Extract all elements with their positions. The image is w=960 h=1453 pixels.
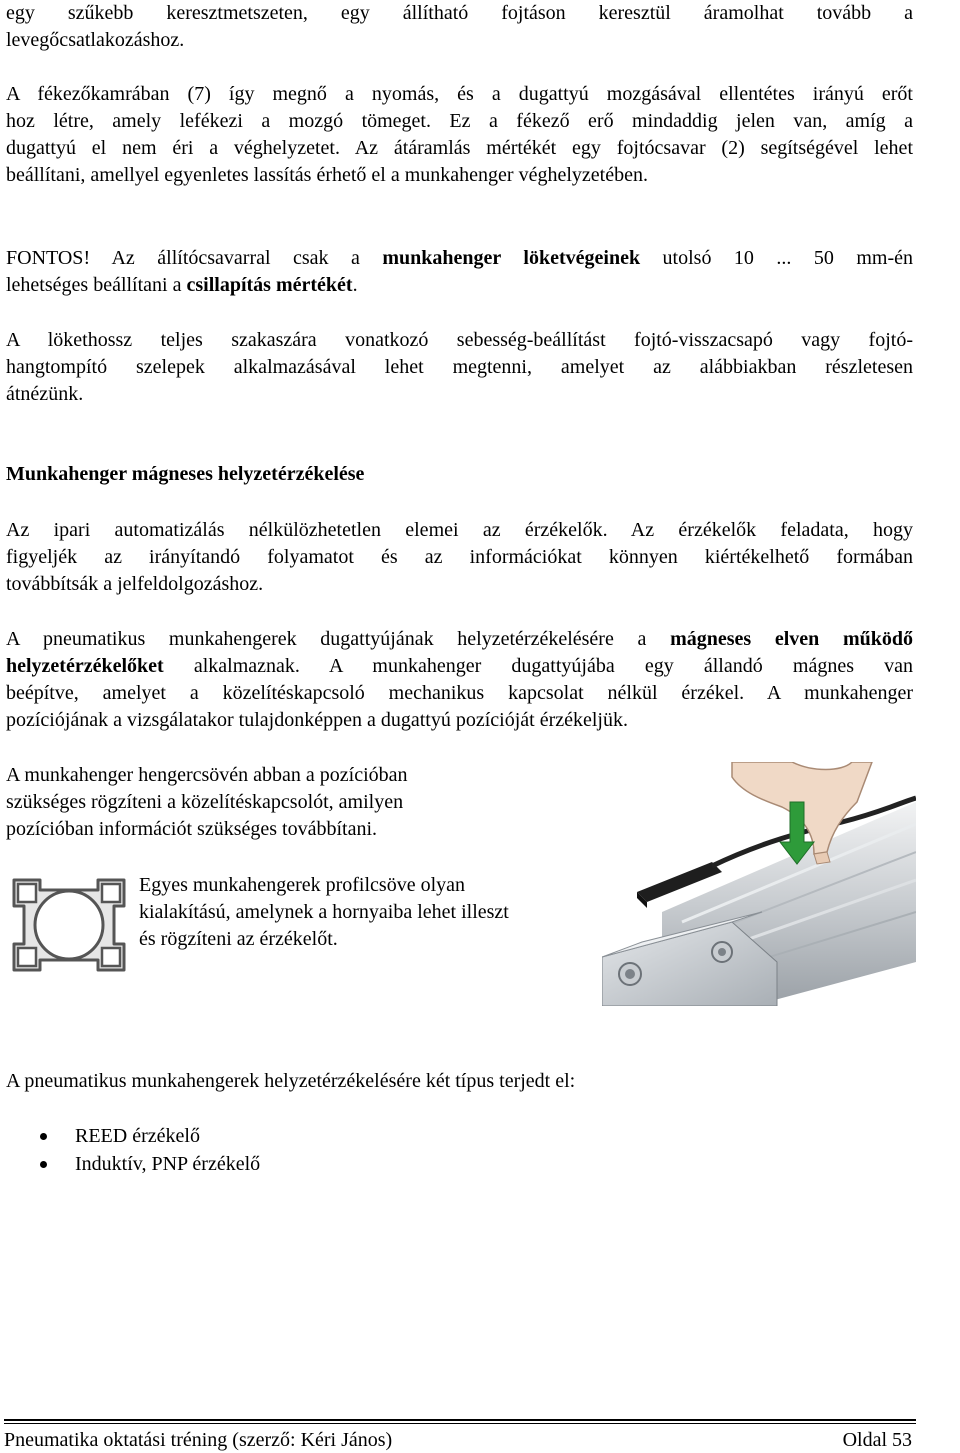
paragraph-stroke-speed [6, 327, 913, 408]
paragraph-sensor-position [6, 762, 586, 843]
cylinder-profile-icon [4, 870, 134, 980]
text-line: szükséges rögzíteni a közelítéskapcsolót, amilyen [6, 791, 404, 813]
text-line: levegőcsatlakozáshoz. [6, 29, 185, 51]
text-line: A pneumatikus munkahengerek dugattyújának helyzetérzékelésére a mágneses elven működő [6, 628, 913, 650]
text-line: pozíciójának a vizsgálatakor tulajdonképpen a dugattyú pozícióját érzékeljük. [6, 709, 628, 731]
list-item: REED érzékelő [40, 1122, 260, 1150]
text-line: beépítve, amelyet a közelítéskapcsoló mechanikus kapcsolat nélkül érzékel. A munkahenger [6, 682, 913, 704]
bold-term: helyzetérzékelőket [6, 655, 164, 677]
paragraph-continuation [6, 0, 913, 54]
text-line: A lökethossz teljes szakaszára vonatkozó sebesség-beállítást fojtó-visszacsapó vagy fojtó- [6, 329, 913, 351]
sensor-mounting-photo [602, 762, 916, 1006]
paragraph-braking-chamber [6, 81, 913, 189]
text-line: lehetséges beállítani a csillapítás mértékét. [6, 274, 358, 296]
text-line: átnézünk. [6, 383, 84, 405]
text-line: hoz létre, amely lefékezi a mozgó tömeget. Ez a fékező erő mindaddig jelen van, amíg a [6, 110, 913, 132]
footer-title: Pneumatika oktatási tréning (szerző: Kéri János) [4, 1429, 393, 1451]
page-footer [4, 1428, 912, 1452]
bold-term: mágneses elven működő [670, 628, 913, 650]
sensor-types-list [40, 1122, 260, 1178]
paragraph-sensor-types: A pneumatikus munkahengerek helyzetérzékelésére két típus terjedt el: [6, 1070, 576, 1092]
paragraph-important [6, 245, 913, 299]
text-line: dugattyú el nem éri a véghelyzetet. Az átáramlás mértékét egy fojtócsavar (2) segítségével lehet [6, 137, 913, 159]
profile-cross-section [4, 870, 134, 980]
paragraph-magnetic-sensors [6, 626, 913, 734]
text-line: A munkahenger hengercsövén abban a pozícióban [6, 764, 408, 786]
text-line: helyzetérzékelőket alkalmaznak. A munkahenger dugattyújába egy állandó mágnes van [6, 655, 913, 677]
text-line: Egyes munkahengerek profilcsöve olyan [139, 874, 466, 896]
text-line: továbbítsák a jelfeldolgozáshoz. [6, 573, 264, 595]
text-line: FONTOS! Az állítócsavarral csak a munkahenger löketvégeinek utolsó 10 ... 50 mm-én [6, 247, 914, 269]
text-line: Az ipari automatizálás nélkülözhetetlen elemei az érzékelők. Az érzékelők feladata, hogy [6, 519, 913, 541]
text-line: hangtompító szelepek alkalmazásával lehet megtenni, amelyet az alábbiakban részletesen [6, 356, 913, 378]
list-item: Induktív, PNP érzékelő [40, 1150, 260, 1178]
text-line: beállítani, amellyel egyenletes lassítás érhető el a munkahenger véghelyzetében. [6, 164, 648, 186]
text-line: pozícióban információt szükséges továbbítani. [6, 818, 378, 840]
text-line: kialakítású, amelynek a hornyaiba lehet illeszt [139, 901, 509, 923]
bold-term: munkahenger löketvégeinek [382, 247, 641, 269]
paragraph-profile-tube [139, 872, 589, 953]
text-line: egy szűkebb keresztmetszeten, egy állítható fojtáson keresztül áramolhat tovább a [6, 2, 913, 24]
bold-term: csillapítás mértékét [186, 274, 353, 296]
text-line: és rögzíteni az érzékelőt. [139, 928, 338, 950]
footer-rule-thin [4, 1423, 916, 1424]
important-label: FONTOS [6, 247, 84, 269]
section-heading: Munkahenger mágneses helyzetérzékelése [6, 463, 365, 485]
text-line: A fékezőkamrában (7) így megnő a nyomás, és a dugattyú mozgásával ellentétes irányú erőt [6, 83, 913, 105]
page-number: Oldal 53 [842, 1429, 912, 1451]
sensor-photo-illustration [602, 762, 916, 1006]
footer-rule-thick [4, 1419, 916, 1421]
paragraph-sensors [6, 517, 913, 598]
text-line: figyeljék az irányítandó folyamatot és az információkat könnyen kiértékelhető formában [6, 546, 913, 568]
